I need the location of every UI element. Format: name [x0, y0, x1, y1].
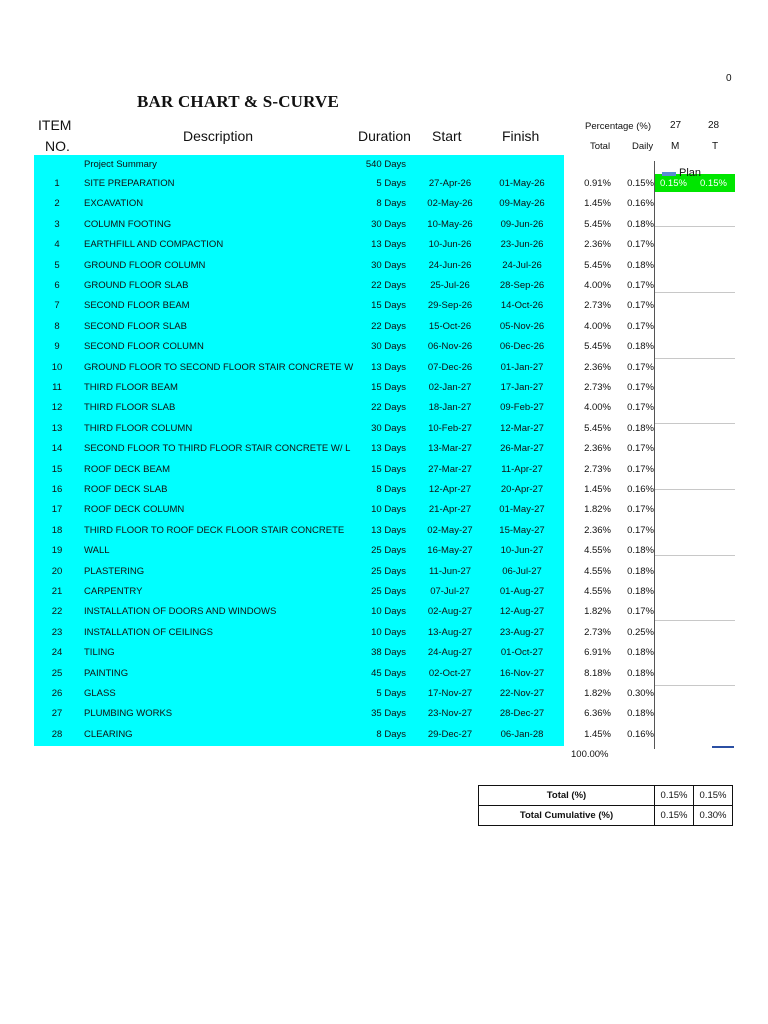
task-duration: 30 Days: [371, 341, 406, 353]
task-daily-percent: 0.25%: [627, 626, 654, 638]
task-daily-percent: 0.15%: [627, 178, 654, 189]
item-number: 4: [54, 239, 60, 251]
total-value-2: 0.15%: [694, 786, 733, 806]
task-daily-percent: 0.17%: [627, 300, 654, 312]
item-number: 27: [51, 708, 63, 720]
task-duration: 25 Days: [371, 565, 406, 577]
header-percentage: Percentage (%): [585, 121, 652, 132]
task-duration: 15 Days: [371, 463, 406, 475]
task-finish: 12-Mar-27: [500, 422, 544, 434]
task-finish: 26-Mar-27: [500, 443, 544, 455]
task-total-percent: 2.73%: [584, 382, 611, 393]
task-description: PLASTERING: [84, 565, 145, 577]
task-duration: 30 Days: [371, 259, 406, 271]
task-finish: 10-Jun-27: [500, 545, 544, 557]
task-description: THIRD FLOOR BEAM: [84, 382, 178, 393]
cumulative-value-1: 0.15%: [655, 806, 694, 826]
task-daily-percent: 0.17%: [627, 402, 654, 414]
item-number: 16: [51, 484, 63, 495]
task-daily-percent: 0.18%: [627, 667, 654, 679]
task-duration: 25 Days: [371, 545, 406, 557]
task-total-percent: 5.45%: [584, 422, 611, 434]
header-description: Description: [183, 128, 254, 144]
item-number: 24: [51, 647, 63, 659]
task-description: SECOND FLOOR TO THIRD FLOOR STAIR CONCRETE W/ L: [84, 443, 351, 455]
table-row: [34, 235, 734, 255]
task-daily-percent: 0.16%: [627, 198, 654, 210]
task-daily-percent: 0.18%: [627, 647, 654, 659]
task-start: 29-Sep-26: [427, 300, 473, 312]
task-duration: 10 Days: [371, 504, 406, 516]
task-start: 29-Dec-27: [427, 728, 473, 740]
task-finish: 01-May-27: [499, 504, 545, 516]
item-number: 9: [54, 341, 60, 353]
task-total-percent: 2.36%: [584, 239, 611, 251]
item-number: 22: [51, 606, 63, 618]
table-row: [34, 439, 734, 459]
task-duration: 8 Days: [376, 728, 406, 740]
task-duration: 38 Days: [371, 647, 406, 659]
task-daily-percent: 0.17%: [627, 382, 654, 393]
task-description: SECOND FLOOR COLUMN: [84, 341, 204, 353]
summary-table: [478, 785, 733, 826]
task-finish: 01-Oct-27: [500, 647, 544, 659]
task-finish: 14-Oct-26: [500, 300, 544, 312]
task-start: 27-Mar-27: [428, 463, 472, 475]
item-number: 19: [51, 545, 63, 557]
summary-duration: 540 Days: [365, 159, 406, 170]
item-number: 5: [54, 259, 60, 271]
task-start: 06-Nov-26: [427, 341, 473, 353]
task-finish: 24-Jul-26: [502, 259, 542, 271]
item-number: 21: [51, 586, 63, 597]
item-number: 17: [51, 504, 63, 516]
task-duration: 22 Days: [371, 280, 406, 291]
table-row: [34, 337, 734, 357]
task-total-percent: 4.55%: [584, 586, 611, 597]
task-daily-percent: 0.17%: [627, 239, 654, 251]
task-start: 13-Mar-27: [428, 443, 472, 455]
item-number: 8: [54, 320, 60, 332]
gridline: [655, 358, 735, 359]
task-finish: 01-May-26: [499, 178, 545, 189]
item-number: 7: [54, 300, 60, 312]
task-daily-percent: 0.17%: [627, 443, 654, 455]
task-daily-percent: 0.16%: [627, 728, 654, 740]
task-description: GROUND FLOOR TO SECOND FLOOR STAIR CONCRETE W: [84, 361, 354, 373]
task-daily-percent: 0.17%: [627, 606, 654, 618]
item-number: 23: [51, 626, 63, 638]
table-row: [34, 725, 734, 745]
task-description: ROOF DECK COLUMN: [84, 504, 185, 516]
table-row: [34, 174, 734, 194]
task-total-percent: 1.82%: [584, 688, 611, 699]
task-total-percent: 4.55%: [584, 545, 611, 557]
gridline: [655, 620, 735, 621]
task-finish: 28-Dec-27: [499, 708, 545, 720]
table-row: [34, 194, 734, 214]
task-start: 11-Jun-27: [428, 565, 472, 577]
task-finish: 23-Aug-27: [499, 626, 545, 638]
item-number: 20: [51, 565, 63, 577]
item-number: 10: [51, 361, 63, 373]
table-row: [34, 623, 734, 643]
task-start: 07-Jul-27: [430, 586, 470, 597]
s-curve-end-marker: [712, 746, 734, 748]
task-description: PAINTING: [84, 667, 129, 679]
task-finish: 28-Sep-26: [499, 280, 545, 291]
task-total-percent: 4.55%: [584, 565, 611, 577]
task-duration: 45 Days: [371, 667, 406, 679]
gridline: [655, 555, 735, 556]
page-title: BAR CHART & S-CURVE: [137, 92, 340, 111]
table-row: [34, 541, 734, 561]
task-daily-percent: 0.18%: [627, 545, 654, 557]
task-duration: 10 Days: [371, 626, 406, 638]
grand-total: 100.00%: [571, 749, 609, 760]
task-total-percent: 1.82%: [584, 504, 611, 516]
plan-bar-value-1: 0.15%: [660, 178, 687, 189]
task-description: INSTALLATION OF DOORS AND WINDOWS: [84, 606, 277, 618]
task-total-percent: 2.36%: [584, 524, 611, 536]
table-row: [34, 704, 734, 724]
task-total-percent: 2.73%: [584, 463, 611, 475]
table-row: [34, 296, 734, 316]
task-daily-percent: 0.17%: [627, 320, 654, 332]
task-total-percent: 6.91%: [584, 647, 611, 659]
table-row: [34, 398, 734, 418]
task-start: 15-Oct-26: [428, 320, 472, 332]
task-description: THIRD FLOOR TO ROOF DECK FLOOR STAIR CONCRETE: [84, 524, 345, 536]
task-start: 02-May-26: [427, 198, 473, 210]
table-row: [34, 664, 734, 684]
task-start: 17-Nov-27: [427, 688, 473, 699]
item-number: 18: [51, 524, 63, 536]
table-row: [34, 378, 734, 398]
task-finish: 09-Jun-26: [500, 218, 544, 230]
task-start: 10-Jun-26: [428, 239, 472, 251]
task-duration: 8 Days: [376, 484, 406, 495]
task-finish: 05-Nov-26: [499, 320, 545, 332]
header-item-no: ITEM: [38, 117, 72, 133]
task-total-percent: 8.18%: [584, 667, 611, 679]
task-description: TILING: [84, 647, 115, 659]
table-row: [34, 215, 734, 235]
header-total: Total: [590, 141, 611, 152]
task-finish: 06-Jul-27: [502, 565, 542, 577]
task-finish: 01-Jan-27: [500, 361, 544, 373]
item-number: 3: [54, 218, 60, 230]
task-daily-percent: 0.17%: [627, 524, 654, 536]
table-row: [34, 582, 734, 602]
task-daily-percent: 0.17%: [627, 361, 654, 373]
task-start: 02-Jan-27: [428, 382, 472, 393]
cumulative-row: [479, 806, 733, 826]
item-number: 13: [51, 422, 63, 434]
header-day-28: 28: [708, 120, 720, 131]
task-start: 24-Jun-26: [428, 259, 472, 271]
item-number: 12: [51, 402, 63, 414]
task-daily-percent: 0.18%: [627, 708, 654, 720]
total-row: [479, 786, 733, 806]
item-number: 14: [51, 443, 63, 455]
task-start: 27-Apr-26: [428, 178, 472, 189]
task-finish: 23-Jun-26: [500, 239, 544, 251]
legend-swatch: [662, 172, 676, 176]
task-duration: 15 Days: [371, 382, 406, 393]
task-total-percent: 1.45%: [584, 198, 611, 210]
table-row: [34, 460, 734, 480]
header-start: Start: [432, 128, 462, 144]
task-description: GROUND FLOOR COLUMN: [84, 259, 206, 271]
table-row: [34, 602, 734, 622]
header-duration: Duration: [358, 128, 411, 144]
item-number: 28: [51, 728, 63, 740]
task-duration: 25 Days: [371, 586, 406, 597]
plan-bar-value-2: 0.15%: [700, 178, 727, 189]
task-start: 25-Jul-26: [430, 280, 470, 291]
task-daily-percent: 0.17%: [627, 280, 654, 291]
task-description: GLASS: [84, 688, 116, 699]
task-start: 16-May-27: [427, 545, 473, 557]
table-row: [34, 480, 734, 500]
task-start: 13-Aug-27: [427, 626, 473, 638]
task-start: 21-Apr-27: [428, 504, 472, 516]
task-description: WALL: [84, 545, 110, 557]
header-day-27: 27: [670, 120, 682, 131]
task-description: CLEARING: [84, 728, 133, 740]
task-duration: 30 Days: [371, 422, 406, 434]
task-start: 02-Aug-27: [427, 606, 473, 618]
task-duration: 13 Days: [371, 361, 406, 373]
cumulative-label: Total Cumulative (%): [479, 806, 655, 826]
task-start: 02-May-27: [427, 524, 473, 536]
task-total-percent: 2.36%: [584, 443, 611, 455]
task-duration: 35 Days: [371, 708, 406, 720]
task-start: 10-May-26: [427, 218, 473, 230]
summary-row: [34, 155, 734, 175]
task-total-percent: 4.00%: [584, 280, 611, 291]
item-number: 2: [54, 198, 60, 210]
task-finish: 06-Dec-26: [499, 341, 545, 353]
task-start: 10-Feb-27: [428, 422, 472, 434]
task-duration: 30 Days: [371, 218, 406, 230]
task-description: THIRD FLOOR COLUMN: [84, 422, 193, 434]
task-finish: 15-May-27: [499, 524, 545, 536]
table-row: [34, 317, 734, 337]
task-description: SITE PREPARATION: [84, 178, 175, 189]
summary-description: Project Summary: [84, 159, 157, 170]
task-duration: 22 Days: [371, 320, 406, 332]
task-total-percent: 0.91%: [584, 178, 611, 189]
task-description: EXCAVATION: [84, 198, 144, 210]
task-description: ROOF DECK BEAM: [84, 463, 171, 475]
table-row: [34, 500, 734, 520]
task-description: CARPENTRY: [84, 586, 143, 597]
table-row: [34, 276, 734, 296]
task-total-percent: 2.73%: [584, 300, 611, 312]
task-total-percent: 4.00%: [584, 402, 611, 414]
task-total-percent: 6.36%: [584, 708, 611, 720]
task-start: 02-Oct-27: [428, 667, 472, 679]
task-start: 12-Apr-27: [428, 484, 472, 495]
task-description: PLUMBING WORKS: [84, 708, 173, 720]
gridline: [655, 292, 735, 293]
total-label: Total (%): [479, 786, 655, 806]
header-daily: Daily: [632, 141, 654, 152]
task-finish: 06-Jan-28: [500, 728, 544, 740]
task-start: 24-Aug-27: [427, 647, 473, 659]
item-number: 15: [51, 463, 63, 475]
task-description: THIRD FLOOR SLAB: [84, 402, 176, 414]
task-total-percent: 2.36%: [584, 361, 611, 373]
task-finish: 20-Apr-27: [500, 484, 544, 495]
task-start: 18-Jan-27: [428, 402, 472, 414]
item-number: 6: [54, 280, 60, 291]
task-finish: 16-Nov-27: [499, 667, 545, 679]
task-description: COLUMN FOOTING: [84, 218, 172, 230]
item-number: 25: [51, 667, 63, 679]
task-finish: 11-Apr-27: [501, 463, 543, 475]
task-description: ROOF DECK SLAB: [84, 484, 168, 495]
task-finish: 01-Aug-27: [499, 586, 545, 597]
task-total-percent: 5.45%: [584, 259, 611, 271]
table-row: [34, 643, 734, 663]
task-finish: 09-May-26: [499, 198, 545, 210]
task-finish: 09-Feb-27: [500, 402, 544, 414]
item-number: 11: [52, 382, 62, 393]
cumulative-value-2: 0.30%: [694, 806, 733, 826]
header-weekday-t: T: [712, 141, 719, 152]
task-total-percent: 1.45%: [584, 728, 611, 740]
table-row: [34, 562, 734, 582]
table-row: [34, 256, 734, 276]
task-total-percent: 5.45%: [584, 218, 611, 230]
task-duration: 22 Days: [371, 402, 406, 414]
task-description: SECOND FLOOR BEAM: [84, 300, 190, 312]
task-duration: 13 Days: [371, 443, 406, 455]
gridline: [655, 226, 735, 227]
task-description: GROUND FLOOR SLAB: [84, 280, 189, 291]
task-daily-percent: 0.16%: [627, 484, 654, 495]
task-finish: 17-Jan-27: [500, 382, 544, 393]
task-daily-percent: 0.18%: [627, 422, 654, 434]
task-description: EARTHFILL AND COMPACTION: [84, 239, 224, 251]
table-row: [34, 684, 734, 704]
task-duration: 8 Days: [376, 198, 406, 210]
task-daily-percent: 0.18%: [627, 218, 654, 230]
task-total-percent: 5.45%: [584, 341, 611, 353]
task-daily-percent: 0.18%: [627, 341, 654, 353]
task-duration: 10 Days: [371, 606, 406, 618]
task-duration: 15 Days: [371, 300, 406, 312]
gridline: [655, 685, 735, 686]
task-total-percent: 1.45%: [584, 484, 611, 495]
gantt-chart-area: [654, 161, 735, 749]
task-total-percent: 1.82%: [584, 606, 611, 618]
table-row: [34, 419, 734, 439]
task-duration: 13 Days: [371, 524, 406, 536]
item-number: 1: [54, 178, 60, 189]
task-start: 07-Dec-26: [427, 361, 473, 373]
table-row: [34, 521, 734, 541]
task-daily-percent: 0.18%: [627, 565, 654, 577]
task-finish: 22-Nov-27: [499, 688, 545, 699]
page-number: 0: [726, 73, 732, 84]
task-finish: 12-Aug-27: [499, 606, 545, 618]
task-daily-percent: 0.30%: [627, 688, 654, 699]
task-duration: 13 Days: [371, 239, 406, 251]
total-value-1: 0.15%: [655, 786, 694, 806]
header-finish: Finish: [502, 128, 540, 144]
table-row: [34, 358, 734, 378]
gridline: [655, 489, 735, 490]
task-description: SECOND FLOOR SLAB: [84, 320, 187, 332]
task-daily-percent: 0.18%: [627, 259, 654, 271]
task-duration: 5 Days: [376, 688, 406, 699]
header-item-no-line2: NO.: [45, 138, 70, 154]
task-start: 23-Nov-27: [427, 708, 473, 720]
task-total-percent: 4.00%: [584, 320, 611, 332]
task-duration: 5 Days: [376, 178, 406, 189]
task-total-percent: 2.73%: [584, 626, 611, 638]
task-daily-percent: 0.17%: [627, 463, 654, 475]
header-weekday-m: M: [671, 141, 680, 152]
gridline: [655, 423, 735, 424]
task-description: INSTALLATION OF CEILINGS: [84, 626, 213, 638]
task-daily-percent: 0.18%: [627, 586, 654, 597]
legend-label: Plan: [679, 167, 702, 179]
item-number: 26: [51, 688, 63, 699]
task-daily-percent: 0.17%: [627, 504, 654, 516]
